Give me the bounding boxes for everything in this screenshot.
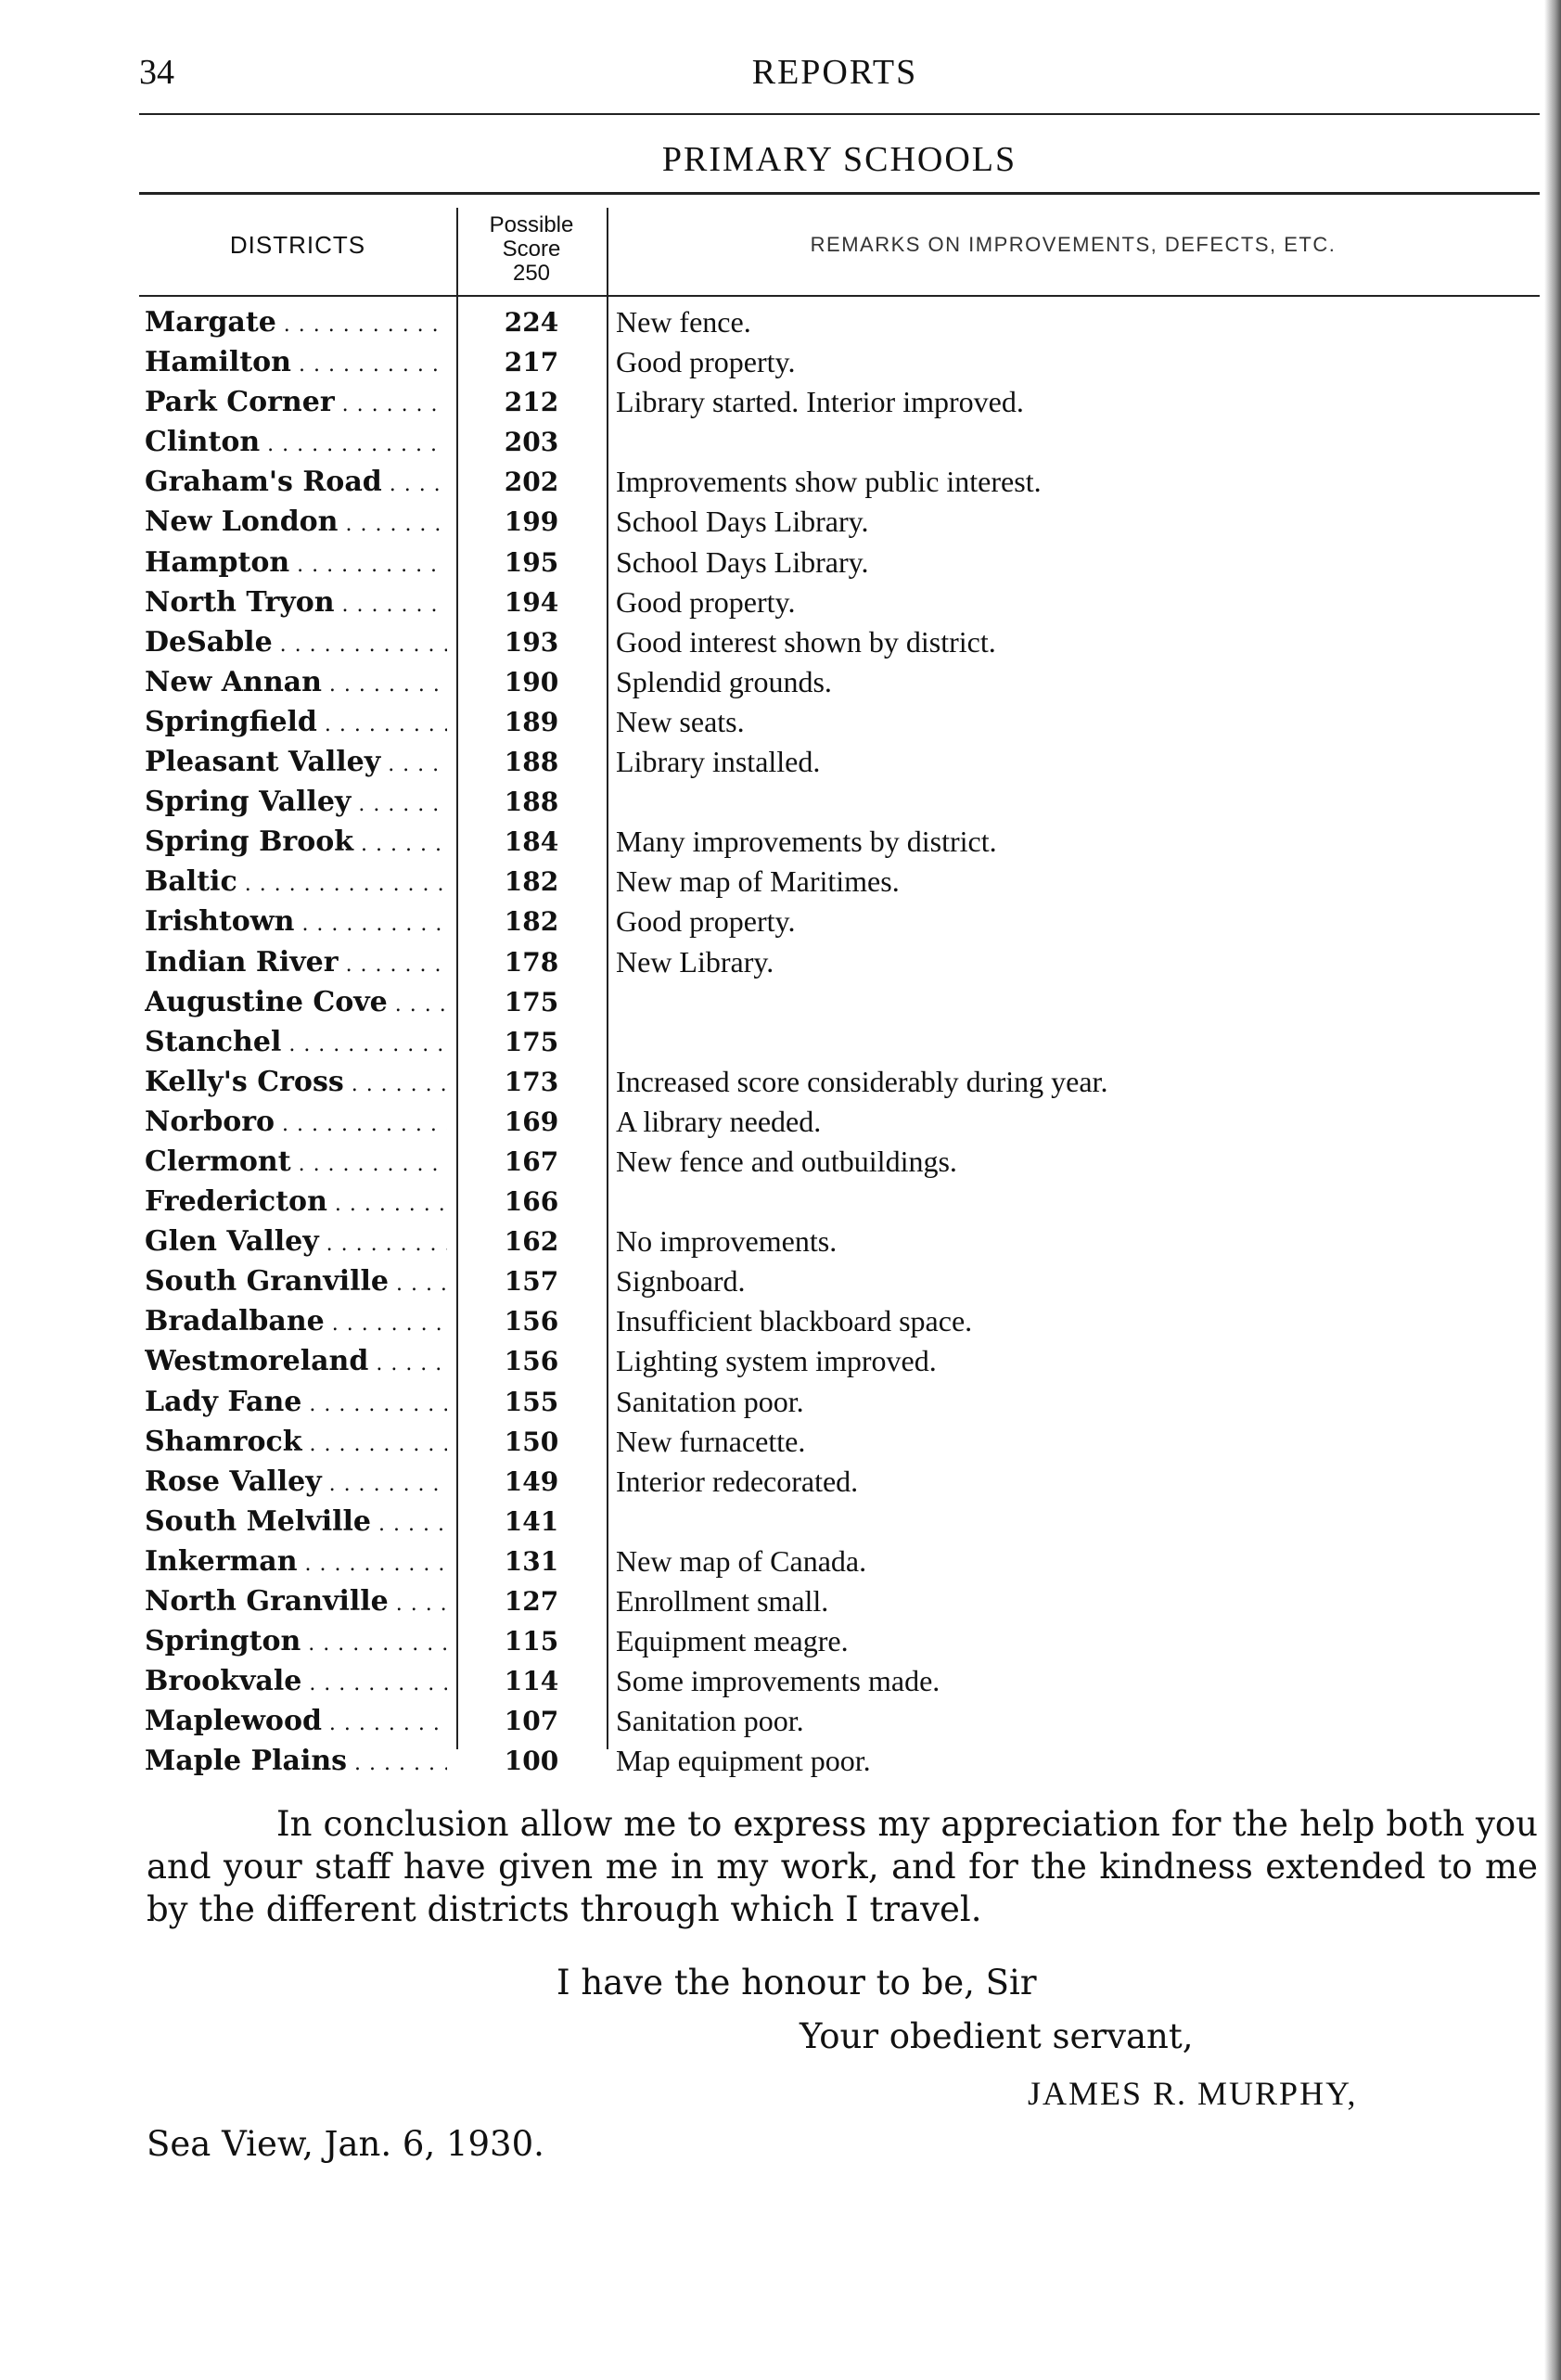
district-score: 114	[504, 1666, 559, 1697]
table-row	[139, 462, 1540, 502]
district-score: 127	[504, 1586, 559, 1617]
district-score: 184	[504, 826, 559, 858]
district-name: Pleasant Valley . . .	[145, 742, 447, 782]
district-name: Springfield . . .	[145, 702, 447, 742]
district-remark: Good property.	[616, 345, 796, 379]
table-row	[139, 1502, 1540, 1542]
district-score: 155	[504, 1386, 559, 1417]
district-remark: Good property.	[616, 584, 796, 619]
district-remark: Sanitation poor.	[616, 1384, 804, 1418]
district-name: Westmoreland . . .	[145, 1341, 447, 1381]
district-score: 141	[504, 1505, 559, 1537]
table-row	[139, 1182, 1540, 1222]
table-row	[139, 1422, 1540, 1462]
table-row	[139, 1581, 1540, 1621]
page-number: 34	[139, 53, 174, 92]
district-score: 193	[504, 626, 559, 658]
district-name: North Granville . . .	[145, 1581, 447, 1621]
district-name: New London . . .	[145, 502, 447, 542]
district-remark: Good property.	[616, 904, 796, 939]
page-header	[139, 52, 1530, 108]
district-score: 157	[504, 1266, 559, 1298]
district-remark	[616, 982, 1534, 1022]
table-row	[139, 1462, 1540, 1502]
district-name: DeSable . . .	[145, 622, 447, 662]
district-name: Brookvale . . .	[145, 1661, 447, 1701]
table-row	[139, 742, 1540, 782]
score-header-line2: Score	[502, 237, 561, 262]
district-score: 115	[504, 1626, 559, 1657]
table-row	[139, 862, 1540, 902]
district-score: 212	[504, 387, 559, 418]
district-name: Park Corner . . .	[145, 382, 447, 422]
table-row	[139, 502, 1540, 542]
district-score: 202	[504, 467, 559, 498]
district-name: Hamilton . . .	[145, 342, 447, 382]
district-score: 188	[504, 787, 559, 818]
district-name: Spring Valley . . .	[145, 782, 447, 822]
table-row	[139, 1542, 1540, 1581]
district-remark: A library needed.	[616, 1104, 822, 1138]
district-name: Maple Plains . . .	[145, 1741, 447, 1781]
district-name: Stanchel . . .	[145, 1022, 447, 1062]
district-name: Hampton . . .	[145, 543, 447, 582]
district-name: South Granville . . .	[145, 1261, 447, 1301]
table-row	[139, 1261, 1540, 1301]
title-rule	[139, 192, 1540, 195]
district-remark: New map of Canada.	[616, 1543, 867, 1578]
table-row	[139, 982, 1540, 1022]
table-row	[139, 1621, 1540, 1661]
servant-line: Your obedient servant,	[800, 2016, 1194, 2056]
district-remark	[616, 1182, 1534, 1222]
table-row	[139, 1102, 1540, 1142]
district-name: Rose Valley . . .	[145, 1462, 447, 1502]
table-row	[139, 382, 1540, 422]
district-remark	[616, 422, 1534, 462]
district-remark: School Days Library.	[616, 505, 869, 539]
district-remark: Library started. Interior improved.	[616, 385, 1024, 419]
district-remark: New Library.	[616, 944, 774, 979]
header-bottom-rule	[139, 295, 1540, 297]
table-row	[139, 1701, 1540, 1741]
district-score: 189	[504, 706, 559, 737]
district-name: Lady Fane . . .	[145, 1382, 447, 1422]
district-remark: New seats.	[616, 704, 745, 738]
district-name: Bradalbane . . .	[145, 1301, 447, 1341]
column-header-score	[456, 198, 607, 291]
district-remark: Enrollment small.	[616, 1584, 829, 1618]
district-score: 100	[504, 1746, 559, 1777]
running-head: REPORTS	[751, 53, 918, 92]
district-name: Clinton . . .	[145, 422, 447, 462]
district-score: 203	[504, 427, 559, 458]
table-row	[139, 822, 1540, 862]
district-remark: Good interest shown by district.	[616, 624, 996, 659]
district-name: Baltic . . .	[145, 862, 447, 902]
table-row	[139, 1062, 1540, 1102]
district-name: Glen Valley . . .	[145, 1222, 447, 1261]
district-score: 166	[504, 1186, 559, 1218]
district-remark	[616, 1502, 1534, 1542]
district-score: 182	[504, 906, 559, 938]
table-row	[139, 1741, 1540, 1781]
district-name: Fredericton . . .	[145, 1182, 447, 1222]
place-date: Sea View, Jan. 6, 1930.	[147, 2124, 544, 2164]
district-remark	[616, 1022, 1534, 1062]
district-name: Kelly's Cross . . .	[145, 1062, 447, 1102]
district-name: New Annan . . .	[145, 662, 447, 702]
section-title: PRIMARY SCHOOLS	[661, 140, 1017, 179]
district-score: 188	[504, 747, 559, 778]
district-remark: Map equipment poor.	[616, 1744, 871, 1778]
district-name: Margate . . .	[145, 302, 447, 342]
district-name: Springton . . .	[145, 1621, 447, 1661]
table-row	[139, 1382, 1540, 1422]
table-row	[139, 902, 1540, 941]
district-remark: Insufficient blackboard space.	[616, 1304, 973, 1338]
district-remark: Lighting system improved.	[616, 1344, 937, 1378]
district-score: 199	[504, 506, 559, 538]
table-row	[139, 302, 1540, 342]
district-name: North Tryon . . .	[145, 582, 447, 622]
table-row	[139, 422, 1540, 462]
table-row	[139, 1142, 1540, 1182]
column-header-districts: DISTRICTS	[229, 231, 366, 259]
table-row	[139, 622, 1540, 662]
district-name: Clermont . . .	[145, 1142, 447, 1182]
score-header-line3: 250	[512, 261, 551, 286]
district-remark: Many improvements by district.	[616, 825, 997, 859]
district-score: 217	[504, 347, 559, 378]
table-row	[139, 342, 1540, 382]
district-name: Spring Brook . . .	[145, 822, 447, 862]
district-score: 131	[504, 1545, 559, 1577]
district-score: 175	[504, 1026, 559, 1057]
table-row	[139, 1301, 1540, 1341]
page-edge-shadow	[1544, 0, 1561, 2380]
closing-text: In conclusion allow me to express my appreciation for the help both you and your staff have given me in my work, and for the kindness extended to me by the different districts through which I travel.	[147, 1804, 1538, 1929]
table-body	[139, 302, 1540, 1781]
table-row	[139, 1222, 1540, 1261]
table-row	[139, 662, 1540, 702]
district-remark: No improvements.	[616, 1224, 838, 1259]
district-score: 190	[504, 666, 559, 697]
district-name: Irishtown . . .	[145, 902, 447, 941]
district-remark: Improvements show public interest.	[616, 465, 1042, 499]
district-score: 195	[504, 546, 559, 578]
column-header-remarks: REMARKS ON IMPROVEMENTS, DEFECTS, ETC.	[810, 233, 1337, 256]
district-score: 224	[504, 307, 559, 338]
district-remark: Sanitation poor.	[616, 1704, 804, 1738]
score-header-line1: Possible	[489, 212, 574, 237]
table-row	[139, 543, 1540, 582]
district-score: 175	[504, 986, 559, 1017]
district-remark: Interior redecorated.	[616, 1464, 859, 1498]
table-row	[139, 942, 1540, 982]
district-remark: New fence and outbuildings.	[616, 1144, 957, 1178]
district-score: 150	[504, 1426, 559, 1457]
district-remark: New furnacette.	[616, 1424, 806, 1458]
table-row	[139, 782, 1540, 822]
district-name: Augustine Cove . . .	[145, 982, 447, 1022]
district-name: South Melville . . .	[145, 1502, 447, 1542]
district-score: 149	[504, 1465, 559, 1497]
district-remark: New map of Maritimes.	[616, 864, 900, 899]
district-score: 182	[504, 866, 559, 898]
district-name: Inkerman . . .	[145, 1542, 447, 1581]
table-row	[139, 1341, 1540, 1381]
honour-line: I have the honour to be, Sir	[557, 1963, 1037, 2003]
district-score: 194	[504, 586, 559, 618]
district-score: 107	[504, 1706, 559, 1737]
signature: JAMES R. MURPHY,	[1028, 2075, 1358, 2112]
district-score: 167	[504, 1145, 559, 1177]
district-remark: School Days Library.	[616, 544, 869, 579]
header-rule	[139, 113, 1540, 115]
table-row	[139, 582, 1540, 622]
table-row	[139, 1022, 1540, 1062]
district-remark: Equipment meagre.	[616, 1624, 849, 1658]
district-score: 173	[504, 1066, 559, 1097]
district-remark: Some improvements made.	[616, 1664, 940, 1698]
district-remark: Signboard.	[616, 1264, 746, 1299]
district-name: Norboro . . .	[145, 1102, 447, 1142]
district-score: 156	[504, 1346, 559, 1377]
district-remark: Splendid grounds.	[616, 664, 832, 698]
district-score: 162	[504, 1226, 559, 1258]
district-remark	[616, 782, 1534, 822]
district-remark: Increased score considerably during year.	[616, 1064, 1108, 1098]
district-name: Shamrock . . .	[145, 1422, 447, 1462]
district-score: 156	[504, 1306, 559, 1337]
table-row	[139, 702, 1540, 742]
district-remark: Library installed.	[616, 745, 821, 779]
district-score: 178	[504, 946, 559, 978]
district-score: 169	[504, 1106, 559, 1137]
table-row	[139, 1661, 1540, 1701]
closing-paragraph	[147, 1803, 1538, 1931]
district-remark: New fence.	[616, 305, 751, 339]
district-name: Maplewood . . .	[145, 1701, 447, 1741]
district-name: Graham's Road . . .	[145, 462, 447, 502]
district-name: Indian River . . .	[145, 942, 447, 982]
